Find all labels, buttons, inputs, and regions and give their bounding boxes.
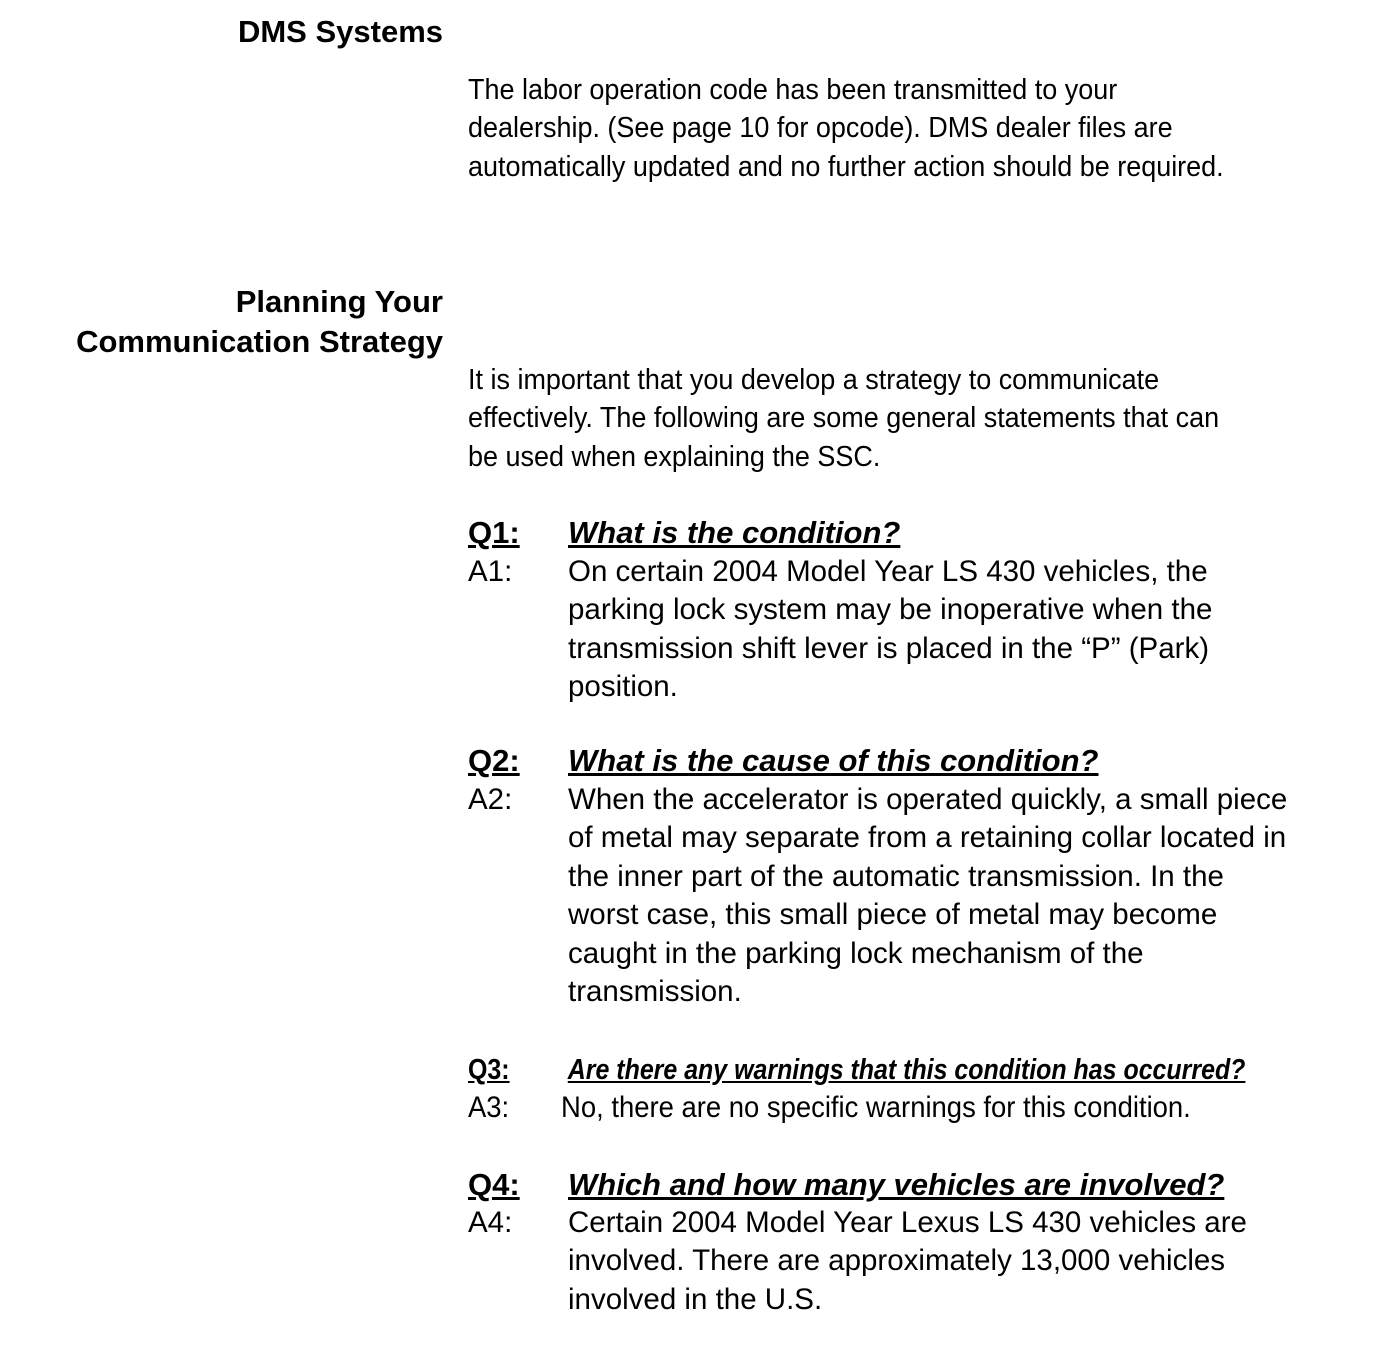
question-label: Q1:: [468, 515, 520, 550]
planning-paragraph: It is important that you develop a strategy to communicate effectively. The following are some general statements that can be used when explaining the SSC.: [468, 364, 1220, 473]
question-text: Are there any warnings that this condition has occurred?: [567, 1054, 1246, 1086]
answer-text: Certain 2004 Model Year Lexus LS 430 vehicles are involved. There are approximately 13,000 vehicles involved in the U.S.: [568, 1206, 1247, 1316]
dms-systems-paragraph: The labor operation code has been transmitted to your dealership. (See page 10 for opcode). DMS dealer files are automatically updated and no further action should be required.: [468, 74, 1224, 183]
answer-2: [468, 781, 1328, 1011]
question-label: Q3:: [468, 1054, 510, 1086]
question-text: What is the condition?: [568, 515, 901, 550]
question-label: Q4:: [468, 1167, 520, 1202]
answer-text: On certain 2004 Model Year LS 430 vehicles, the parking lock system may be inoperative when the transmission shift lever is placed in the “P” (Park) position.: [568, 555, 1213, 704]
answer-3: [468, 1089, 1268, 1127]
answer-label: A4:: [468, 1206, 513, 1239]
answer-text: When the accelerator is operated quickly, a small piece of metal may separate from a retaining collar located in the inner part of the automatic transmission. In the worst case, this small piece of metal may become caught in the parking lock mechanism of the transmission.: [568, 783, 1288, 1009]
question-4: [468, 1166, 1328, 1204]
answer-label: A2:: [468, 783, 513, 816]
question-text: What is the cause of this condition?: [568, 743, 1099, 778]
section-heading-dms-systems: DMS Systems: [237, 14, 443, 49]
answer-4: [468, 1204, 1328, 1319]
section-heading-planning-line1: Planning Your: [235, 284, 443, 319]
question-1: [468, 514, 1328, 552]
question-text: Which and how many vehicles are involved?: [568, 1167, 1225, 1202]
question-3: [468, 1051, 1246, 1089]
answer-text: No, there are no specific warnings for this condition.: [561, 1091, 1191, 1124]
question-2: [468, 742, 1328, 780]
question-label: Q2:: [468, 743, 520, 778]
answer-label: A1:: [468, 555, 513, 588]
answer-1: [468, 553, 1328, 707]
answer-label: A3:: [468, 1091, 510, 1124]
section-heading-planning-line2: Communication Strategy: [76, 324, 443, 359]
